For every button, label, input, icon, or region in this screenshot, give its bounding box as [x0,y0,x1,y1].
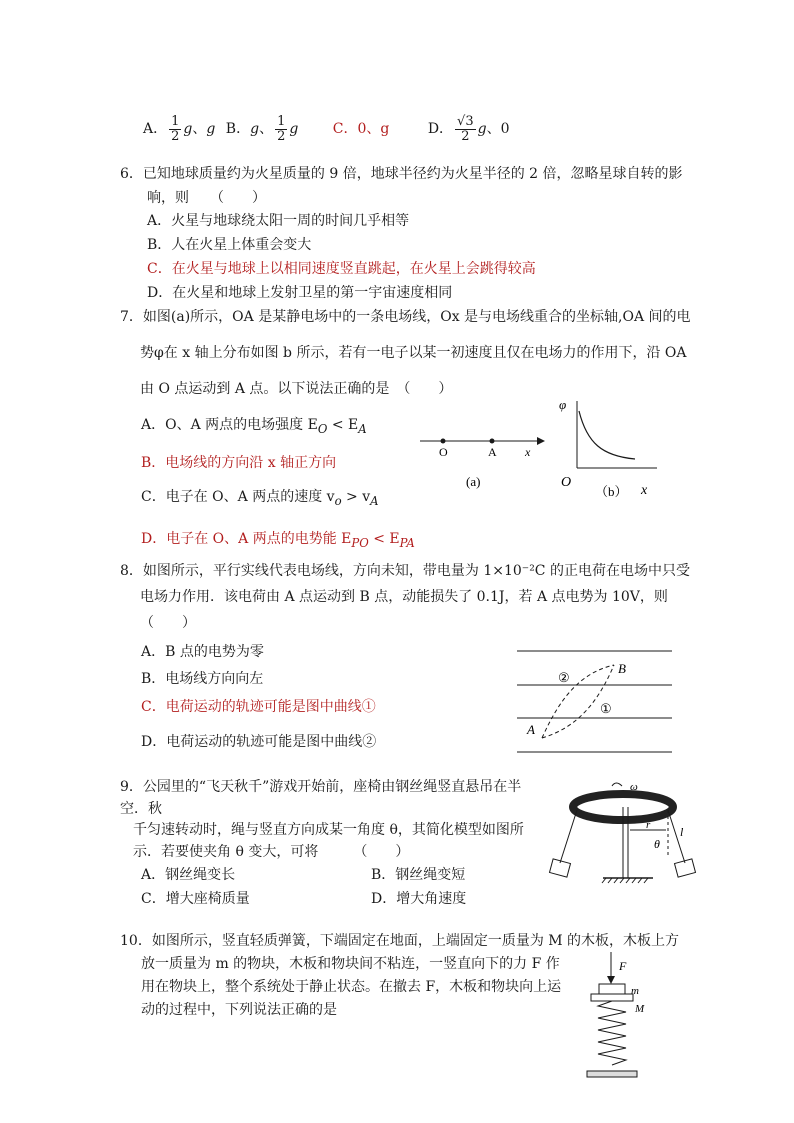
q6-stem-line2: 响，则 （ ） [147,190,266,206]
q10-stem-line4: 动的过程中，下列说法正确的是 [141,1002,337,1018]
fraction: $\frac{1}{2}$ [277,113,286,144]
q9-option-d: D．增大角速度 [371,891,467,907]
point-o [441,439,446,444]
board-M [591,994,633,1001]
q8-stem-line2: 电场力作用．该电荷由 A 点运动到 B 点，动能损失了 0.1J，若 A 点电势为 10V，则 [140,589,668,605]
label-o: O [561,475,572,490]
q7-figure-b [557,393,667,503]
label-l: l [680,825,684,839]
label-a: A [488,445,497,459]
q6-option-a: A．火星与地球绕太阳一周的时间几乎相等 [147,213,410,229]
q10-figure [583,950,673,1085]
fraction: $\frac{1}{2}$ [171,113,180,144]
q5-option-d: D． $\frac{√3}{2}$ g、0 [427,113,510,144]
block-m [599,984,625,994]
label-x: x [641,483,648,498]
label-theta: θ [654,837,660,851]
q8-option-d: D．电荷运动的轨迹可能是图中曲线② [141,734,377,750]
q8-stem-line3: （ ） [140,615,196,631]
point-a [490,439,495,444]
q10-stem-line1: 10．如图所示，竖直轻质弹簧，下端固定在地面，上端固定一质量为 M 的木板，木板上方 [120,933,680,949]
q6-option-d: D．在火星和地球上发射卫星的第一宇宙速度相同 [147,285,453,301]
q7-option-c: C．电子在 O、A 两点的速度 $v_o > v_A$ [141,489,379,508]
q8-option-b: B．电场线方向向左 [141,671,264,687]
q7-option-b: B．电场线的方向沿 x 轴正方向 [141,455,337,471]
label-x: x [525,445,531,459]
potential-curve [579,411,635,459]
q7-option-d: D．电子在 O、A 两点的电势能 $E_{PO} < E_{PA}$ [141,531,415,550]
rotation-arrow-icon [612,783,622,786]
q5-option-c: C．0、g [332,121,390,137]
arrow-head-icon [537,437,545,445]
q8-option-a: A．B 点的电势为零 [141,644,264,660]
label-m: m [631,985,639,997]
q9-option-a: A．钢丝绳变长 [141,867,236,883]
label-r: r [646,819,651,831]
q6-option-c: C．在火星与地球上以相同速度竖直跳起，在火星上会跳得较高 [147,261,536,277]
q9-stem-line4: 示．若要使夹角 θ 变大，可将 （ ） [133,844,410,860]
q8-option-c: C．电荷运动的轨迹可能是图中曲线① [141,699,376,715]
q7-stem-line1: 7．如图(a)所示，OA 是某静电场中的一条电场线，Ox 是与电场线重合的坐标轴,OA 间的电 [120,309,691,325]
q9-option-b: B．钢丝绳变短 [371,867,466,883]
q10-stem-line3: 用在物块上，整个系统处于静止状态。在撤去 F，木板和物块向上运 [141,979,562,995]
q10-stem-line2: 放一质量为 m 的物块，木板和物块间不粘连，一竖直向下的力 F 作 [141,956,560,972]
q9-stem-line2: 空．秋 [120,801,162,817]
q7-option-a: A．O、A 两点的电场强度 $E_O < E_A$ [141,417,367,436]
q5-options-row [143,112,510,146]
q5-option-b: B．g、 $\frac{1}{2}$ g [225,113,299,144]
q6-option-b: B．人在火星上体重会变大 [147,237,312,253]
q9-option-c: C．增大座椅质量 [141,891,250,907]
label-M: M [635,1003,645,1015]
q9-stem-line3: 千匀速转动时，绳与竖直方向成某一角度 θ，其简化模型如图所 [133,822,524,838]
q7-figure-a [415,425,545,495]
label-omega: ω [630,781,638,793]
label-o: O [439,445,448,459]
q9-figure [548,778,708,890]
q8-figure [514,645,674,760]
label-curve-1: ① [600,701,612,716]
cable-left [560,810,577,863]
label-a: A [527,722,535,737]
caption-a: (a) [466,474,481,489]
label-b: B [618,661,626,676]
q5-option-a: A． $\frac{1}{2}$ g、g [143,113,216,144]
arrow-head-icon [607,976,615,984]
ground-base [587,1071,637,1077]
q7-stem-line3: 由 O 点运动到 A 点。以下说法正确的是 （ ） [140,381,453,397]
q6-stem-line1: 6．已知地球质量约为火星质量的 9 倍，地球半径约为火星半径的 2 倍，忽略星球自转的影 [120,166,683,182]
label-phi: φ [559,397,567,412]
fraction: $\frac{√3}{2}$ [457,113,474,144]
q9-stem-line1: 9．公园里的“飞天秋千”游戏开始前，座椅由钢丝绳竖直悬吊在半 [120,779,522,795]
label-f: F [619,959,627,973]
q8-stem-line1: 8．如图所示，平行实线代表电场线，方向未知，带电量为 1×10⁻²C 的正电荷在电场中只受 [120,563,690,579]
q7-stem-line2: 势φ在 x 轴上分布如图 b 所示，若有一电子以某一初速度且仅在电场力的作用下，沿 OA [140,345,687,361]
spring [598,1001,626,1065]
label-curve-2: ② [558,670,570,685]
caption-b: （b） [595,484,628,499]
